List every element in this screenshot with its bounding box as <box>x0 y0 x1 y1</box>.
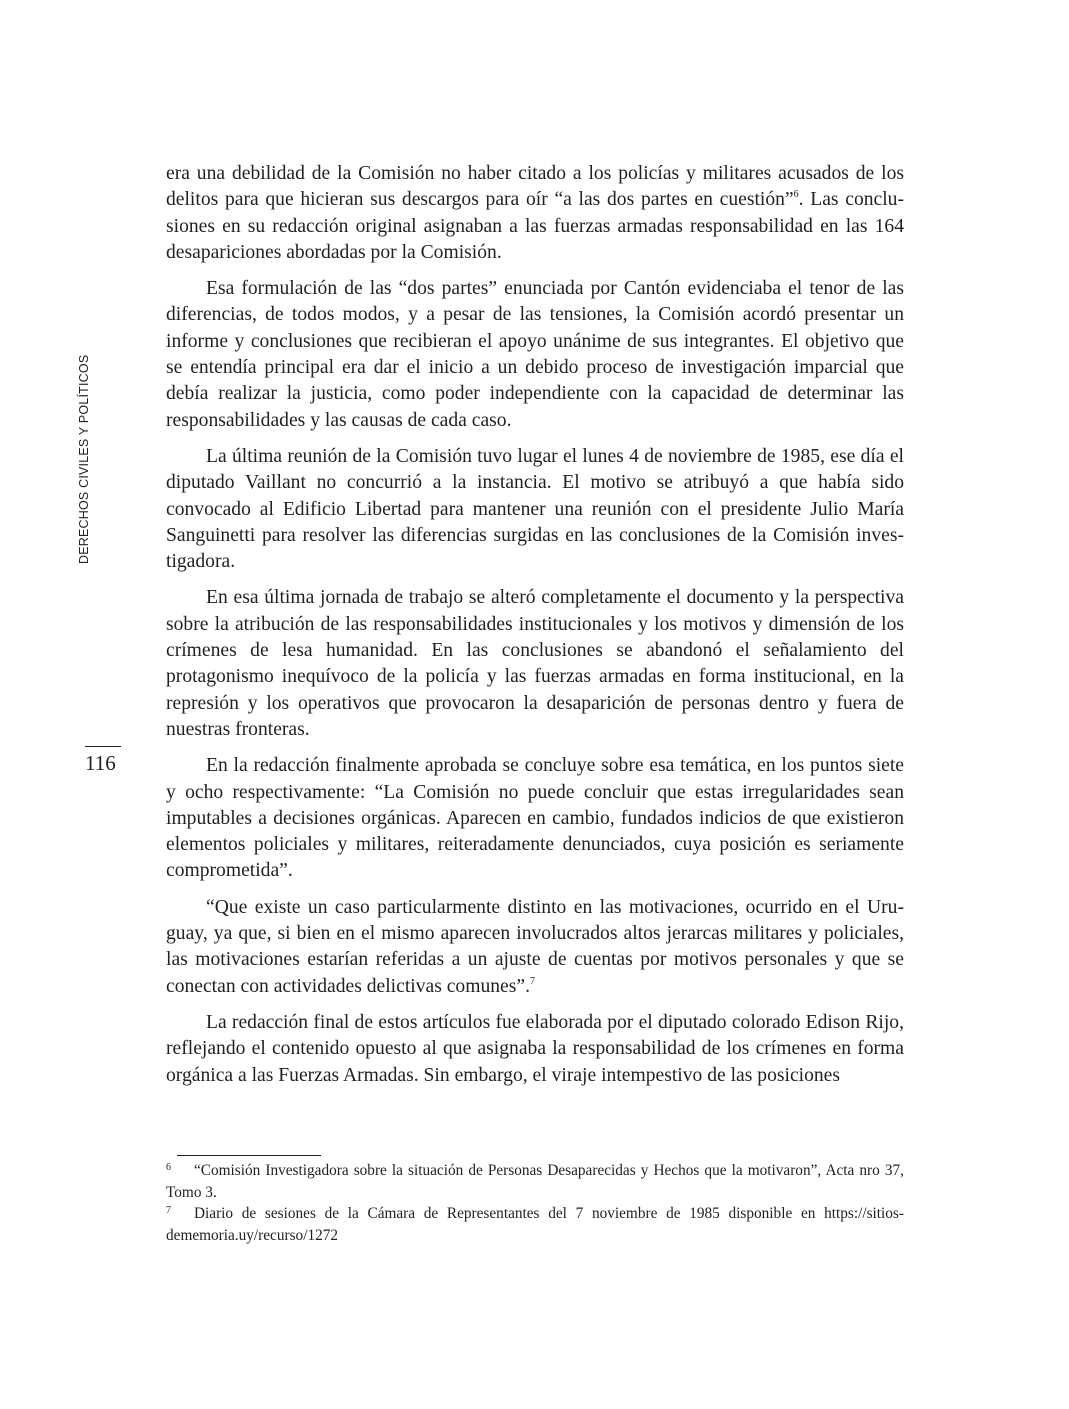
paragraph-1-text: era una debilidad de la Comisión no haber citado a los policías y militares acusados de los delitos para que hicieran sus descargos para oír “a las dos partes en cuestión” <box>166 163 904 211</box>
paragraph-2: Esa formulación de las “dos partes” enunciada por Cantón evidenciaba el tenor de las diferencias, de todos modos, y a pesar de las tensiones, la Comisión acordó presentar un informe y conclusiones que recibieran el apoyo unánime de sus integrantes. El objetivo que se entendía principal era dar el inicio a un debido proceso de investigación imparcial que debía realizar la justicia, como poder independiente con la capacidad de determinar las responsabilidades y las causas de cada caso. <box>166 278 904 431</box>
paragraph-7: La redacción final de estos artículos fue elaborada por el diputado colorado Edison Rijo, reflejando el contenido opuesto al que asignaba la responsabilidad de los crímenes en forma orgánica a las Fuerzas Armadas. Sin embargo, el viraje intempestivo de las posiciones <box>166 1011 904 1086</box>
footnote-ref-6[interactable]: 6 <box>793 189 799 201</box>
paragraph-6-text: “Que existe un caso particularmente distinto en las motivaciones, ocurrido en el Uruguay, ya que, si bien en el mismo aparecen involucrados altos jerarcas militares y policiales, las motivaciones estarían referidas a un ajuste de cuentas por motivos personales y que se conectan con actividades delictivas comunes”. <box>166 896 904 997</box>
body-text <box>166 161 904 1099</box>
page-number: 116 <box>85 751 116 775</box>
footnote-text: “Comisión Investigadora sobre la situación de Personas Desaparecidas y Hechos que la motivaron”, Acta nro 37, Tomo 3. <box>166 1162 904 1201</box>
paragraph-4: En esa última jornada de trabajo se alteró completamente el documento y la perspectiva sobre la atribución de las responsabilidades institucionales y los motivos y dimensión de los crímenes de lesa humanidad. En las conclusiones se abandonó el señalamiento del protagonismo inequívoco de la policía y las fuerzas armadas en forma institucional, en la represión y los operativos que provocaron la desaparición de personas dentro y fuera de nuestras fronteras. <box>166 587 904 740</box>
paragraph-1 <box>166 161 904 266</box>
footnotes <box>166 1160 904 1246</box>
footnote-separator <box>177 1155 321 1156</box>
paragraph-1-text-cont: . Las conclusiones en su redacción original asignaban a las fuerzas armadas responsabilidad en las 164 desapariciones abordadas por la Comisión. <box>166 189 905 263</box>
footnote-7: 7 Diario de sesiones de la Cámara de Representantes del 7 noviembre de 1985 disponible en https://sitiosdememoria.uy/recurso/1272 <box>166 1205 904 1244</box>
page-number-rule <box>85 746 121 747</box>
footnote-text: Diario de sesiones de la Cámara de Representantes del 7 noviembre de 1985 disponible en https://sitiosdememoria.uy/recurso/1272 <box>166 1205 904 1244</box>
footnote-ref-7[interactable]: 7 <box>529 975 535 987</box>
paragraph-3: La última reunión de la Comisión tuvo lugar el lunes 4 de noviembre de 1985, ese día el diputado Vaillant no concurrió a la instancia. El motivo se atribuyó a que había sido convocado al Edificio Libertad para mantener una reunión con el presidente Julio María Sanguinetti para resolver las diferencias surgidas en las conclusiones de la Comisión investigadora. <box>166 445 904 573</box>
footnote-6: 6 “Comisión Investigadora sobre la situación de Personas Desaparecidas y Hechos que la motivaron”, Acta nro 37, Tomo 3. <box>166 1162 904 1201</box>
running-head: DERECHOS CIVILES Y POLÍTICOS <box>77 354 91 564</box>
paragraph-6 <box>166 895 904 1000</box>
paragraph-5: En la redacción finalmente aprobada se concluye sobre esa temática, en los puntos siete y ocho respectivamente: “La Comisión no puede concluir que estas irregularidades sean imputables a decisiones orgánicas. Aparecen en cambio, fundados indicios de que existieron elementos policiales y militares, reiteradamente denunciados, cuya posición es seriamente comprometida”. <box>166 755 904 882</box>
